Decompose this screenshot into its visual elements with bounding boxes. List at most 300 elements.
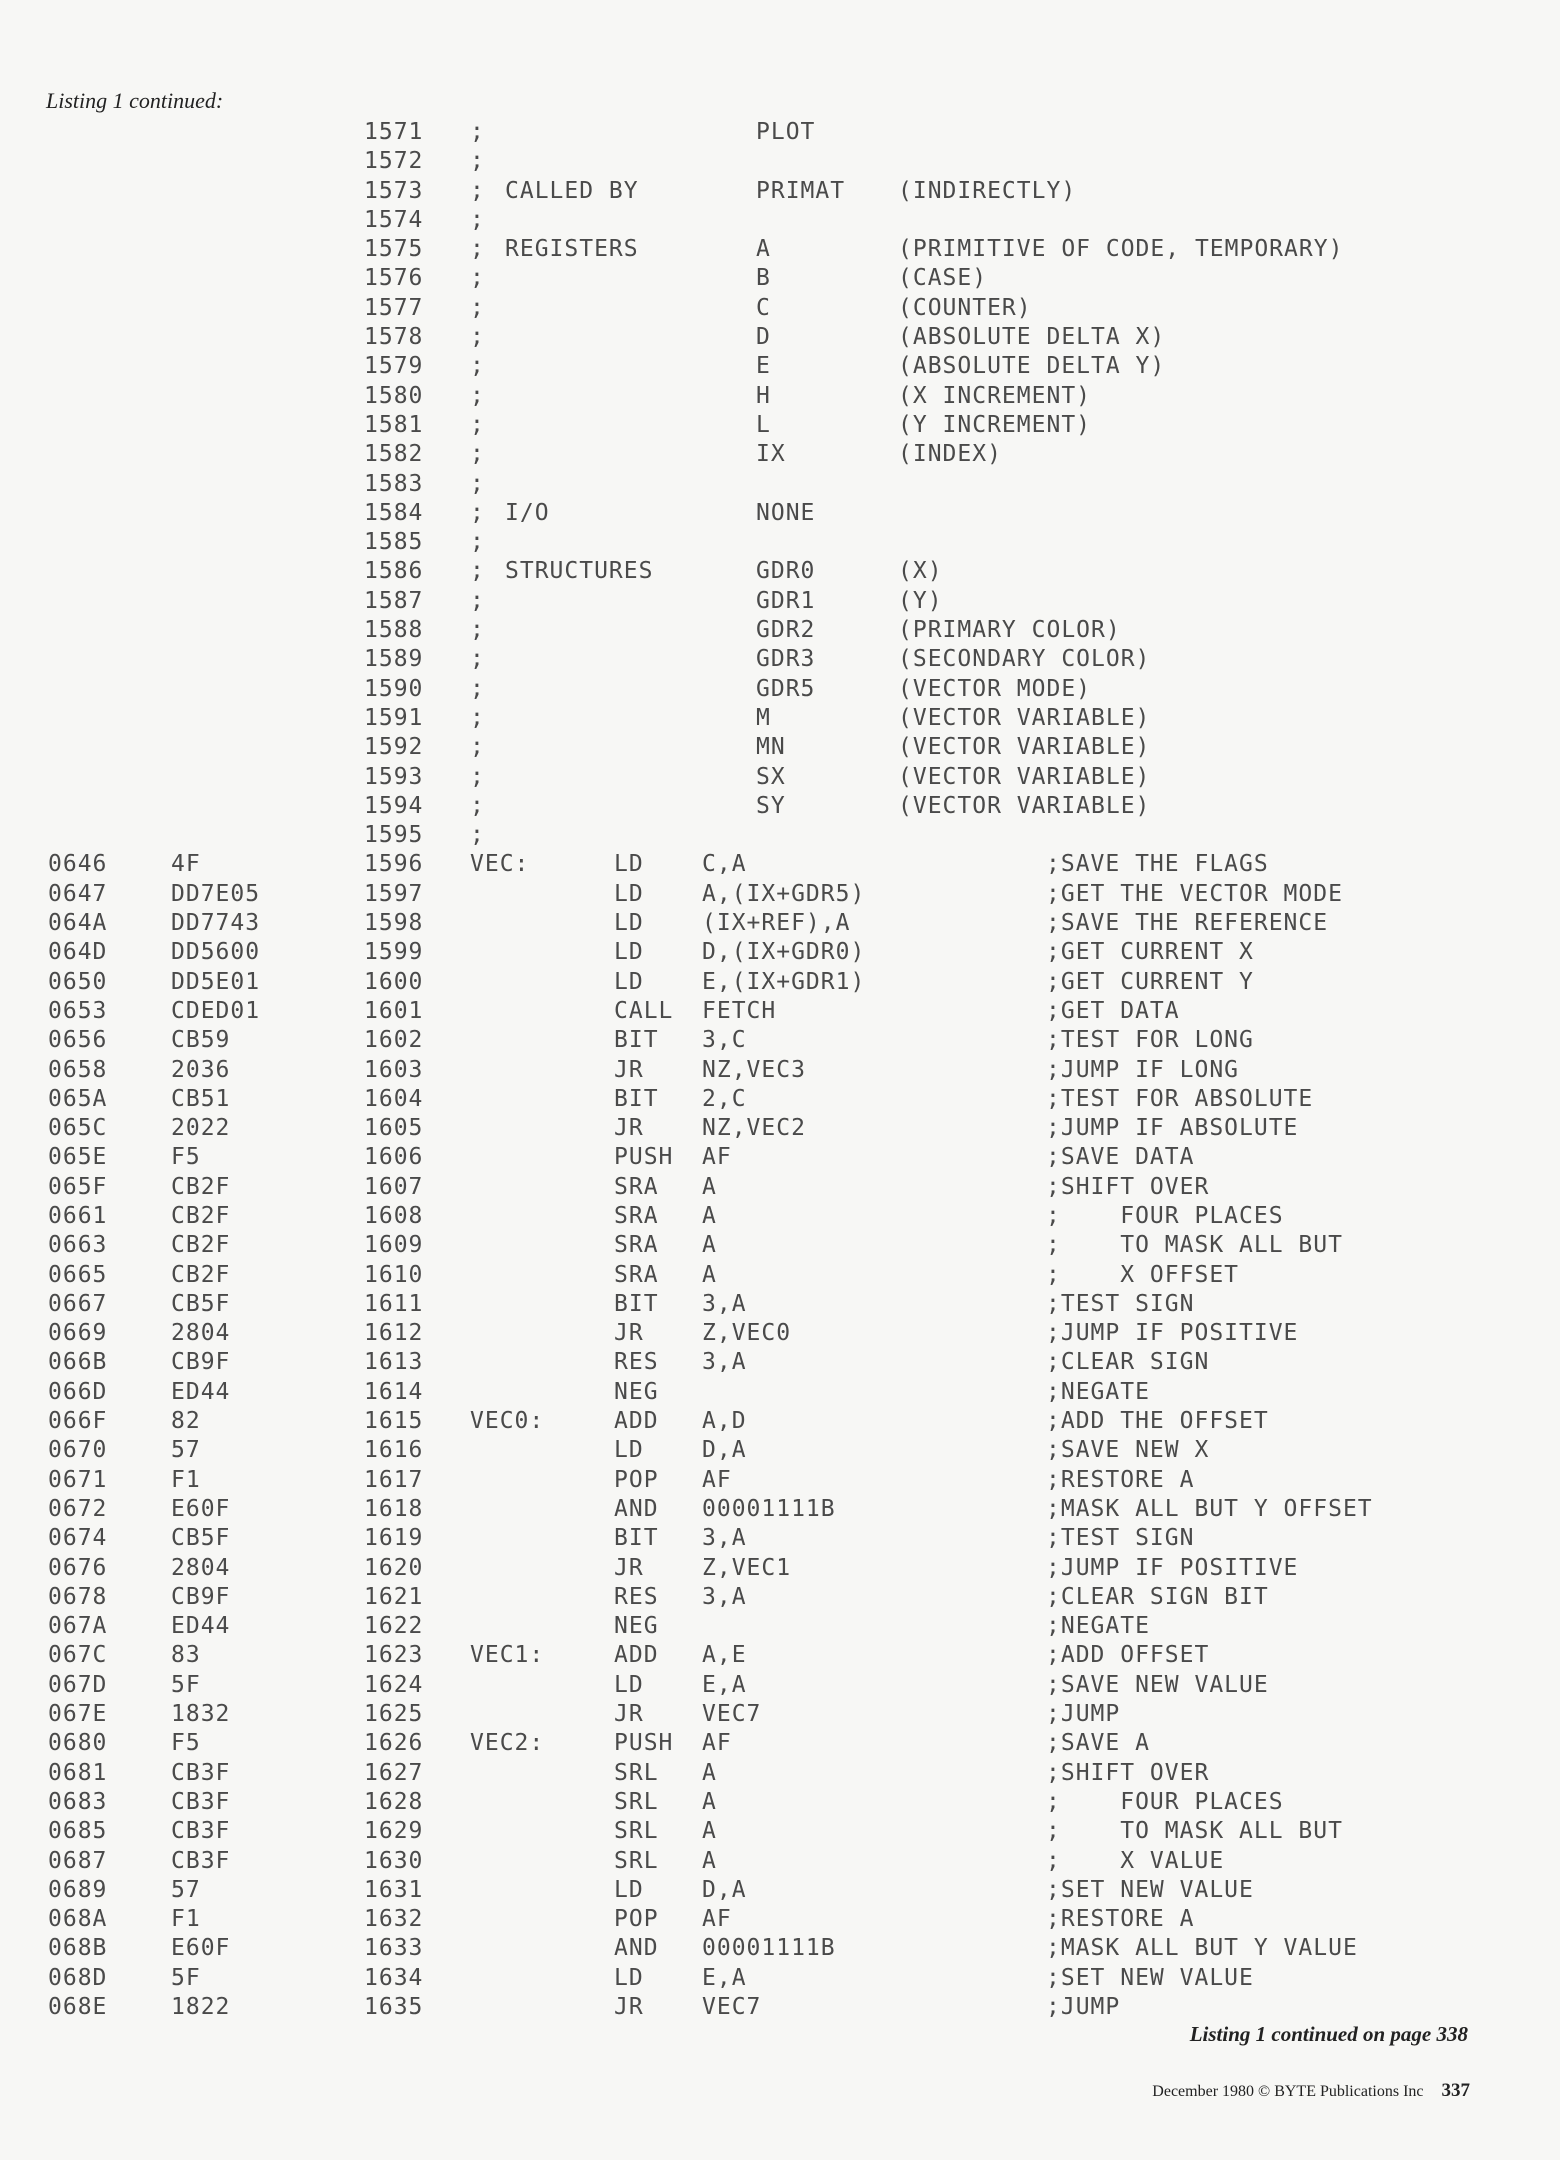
section-comment: CALLED BY xyxy=(505,177,639,204)
line-number: 1629 xyxy=(364,1818,424,1845)
register-name: E xyxy=(756,353,771,380)
code-comment: ;JUMP IF ABSOLUTE xyxy=(1046,1115,1299,1142)
register-description: (ABSOLUTE DELTA X) xyxy=(898,324,1166,351)
register-name: M xyxy=(756,704,771,731)
comment-marker: ; xyxy=(470,617,485,644)
comment-marker: ; xyxy=(470,529,485,556)
comment-marker: ; xyxy=(470,822,485,849)
code-comment: ;RESTORE A xyxy=(1046,1906,1195,1933)
address: 067E xyxy=(48,1701,108,1728)
address: 0678 xyxy=(48,1583,108,1610)
line-number: 1602 xyxy=(364,1027,424,1054)
code-row xyxy=(0,1933,1560,1962)
code-comment: ; TO MASK ALL BUT xyxy=(1046,1232,1343,1259)
object-code: 83 xyxy=(171,1642,201,1669)
code-row xyxy=(0,1523,1560,1552)
register-description: (PRIMITIVE OF CODE, TEMPORARY) xyxy=(898,236,1344,263)
operand: AF xyxy=(702,1906,732,1933)
address: 0671 xyxy=(48,1466,108,1493)
opcode: PUSH xyxy=(614,1730,674,1757)
register-name: B xyxy=(756,265,771,292)
operand: AF xyxy=(702,1730,732,1757)
header-row xyxy=(0,791,1560,820)
code-row xyxy=(0,1582,1560,1611)
register-description: (VECTOR MODE) xyxy=(898,675,1092,702)
code-comment: ; TO MASK ALL BUT xyxy=(1046,1818,1343,1845)
line-number: 1622 xyxy=(364,1613,424,1640)
opcode: LD xyxy=(614,1876,644,1903)
code-comment: ;JUMP xyxy=(1046,1701,1121,1728)
register-name: A xyxy=(756,236,771,263)
object-code: 1832 xyxy=(171,1701,231,1728)
object-code: CB9F xyxy=(171,1583,231,1610)
address: 0667 xyxy=(48,1290,108,1317)
line-number: 1607 xyxy=(364,1173,424,1200)
header-row xyxy=(0,205,1560,234)
comment-marker: ; xyxy=(470,324,485,351)
line-number: 1601 xyxy=(364,997,424,1024)
address: 0658 xyxy=(48,1056,108,1083)
address: 0661 xyxy=(48,1202,108,1229)
header-row xyxy=(0,322,1560,351)
code-comment: ;CLEAR SIGN BIT xyxy=(1046,1583,1269,1610)
opcode: SRL xyxy=(614,1818,659,1845)
comment-marker: ; xyxy=(470,148,485,175)
opcode: JR xyxy=(614,1994,644,2020)
comment-marker: ; xyxy=(470,587,485,614)
line-number: 1576 xyxy=(364,265,424,292)
code-row xyxy=(0,1084,1560,1113)
register-name: PLOT xyxy=(756,119,816,145)
address: 0680 xyxy=(48,1730,108,1757)
code-comment: ;SAVE THE REFERENCE xyxy=(1046,910,1329,937)
opcode: LD xyxy=(614,939,644,966)
comment-marker: ; xyxy=(470,734,485,761)
header-row xyxy=(0,176,1560,205)
operand: (IX+REF),A xyxy=(702,910,851,937)
operand: Z,VEC1 xyxy=(702,1554,792,1581)
opcode: POP xyxy=(614,1906,659,1933)
header-row xyxy=(0,410,1560,439)
comment-marker: ; xyxy=(470,441,485,468)
object-code: 1822 xyxy=(171,1994,231,2020)
register-description: (INDIRECTLY) xyxy=(898,177,1077,204)
code-row xyxy=(0,1494,1560,1523)
address: 0689 xyxy=(48,1876,108,1903)
address: 0663 xyxy=(48,1232,108,1259)
line-number: 1598 xyxy=(364,910,424,937)
code-row xyxy=(0,1377,1560,1406)
register-name: C xyxy=(756,294,771,321)
header-row xyxy=(0,234,1560,263)
code-comment: ;SAVE THE FLAGS xyxy=(1046,851,1269,878)
operand: VEC7 xyxy=(702,1701,762,1728)
operand: 00001111B xyxy=(702,1935,836,1962)
header-row xyxy=(0,556,1560,585)
register-description: (VECTOR VARIABLE) xyxy=(898,763,1151,790)
code-comment: ;SAVE NEW VALUE xyxy=(1046,1671,1269,1698)
object-code: CB3F xyxy=(171,1847,231,1874)
address: 0656 xyxy=(48,1027,108,1054)
opcode: RES xyxy=(614,1349,659,1376)
opcode: JR xyxy=(614,1554,644,1581)
line-number: 1628 xyxy=(364,1788,424,1815)
object-code: ED44 xyxy=(171,1613,231,1640)
operand: E,(IX+GDR1) xyxy=(702,968,866,995)
line-number: 1589 xyxy=(364,646,424,673)
line-number: 1604 xyxy=(364,1085,424,1112)
operand: E,A xyxy=(702,1671,747,1698)
code-row xyxy=(0,1025,1560,1054)
code-comment: ;ADD OFFSET xyxy=(1046,1642,1210,1669)
header-row xyxy=(0,820,1560,849)
code-comment: ;MASK ALL BUT Y VALUE xyxy=(1046,1935,1358,1962)
line-number: 1587 xyxy=(364,587,424,614)
line-number: 1573 xyxy=(364,177,424,204)
header-row xyxy=(0,527,1560,556)
operand: A xyxy=(702,1818,717,1845)
operand: A xyxy=(702,1847,717,1874)
code-comment: ;SHIFT OVER xyxy=(1046,1173,1210,1200)
code-row xyxy=(0,937,1560,966)
code-label: VEC0: xyxy=(470,1408,545,1435)
object-code: CDED01 xyxy=(171,997,261,1024)
operand: VEC7 xyxy=(702,1994,762,2020)
opcode: SRL xyxy=(614,1788,659,1815)
address: 0665 xyxy=(48,1261,108,1288)
address: 066F xyxy=(48,1408,108,1435)
address: 068E xyxy=(48,1994,108,2020)
code-row xyxy=(0,1465,1560,1494)
opcode: LD xyxy=(614,880,644,907)
register-description: (VECTOR VARIABLE) xyxy=(898,734,1151,761)
opcode: SRL xyxy=(614,1847,659,1874)
code-comment: ;ADD THE OFFSET xyxy=(1046,1408,1269,1435)
line-number: 1631 xyxy=(364,1876,424,1903)
line-number: 1584 xyxy=(364,499,424,526)
comment-marker: ; xyxy=(470,353,485,380)
code-row xyxy=(0,908,1560,937)
comment-marker: ; xyxy=(470,236,485,263)
code-comment: ;GET CURRENT X xyxy=(1046,939,1254,966)
code-comment: ; FOUR PLACES xyxy=(1046,1788,1284,1815)
line-number: 1583 xyxy=(364,470,424,497)
register-name: L xyxy=(756,411,771,438)
opcode: BIT xyxy=(614,1290,659,1317)
line-number: 1591 xyxy=(364,704,424,731)
listing-heading: Listing 1 continued: xyxy=(46,88,224,113)
object-code: 2022 xyxy=(171,1115,231,1142)
opcode: BIT xyxy=(614,1085,659,1112)
line-number: 1590 xyxy=(364,675,424,702)
register-name: PRIMAT xyxy=(756,177,846,204)
code-label: VEC2: xyxy=(470,1730,545,1757)
line-number: 1575 xyxy=(364,236,424,263)
register-name: GDR1 xyxy=(756,587,816,614)
operand: D,A xyxy=(702,1437,747,1464)
code-row xyxy=(0,849,1560,878)
opcode: NEG xyxy=(614,1378,659,1405)
object-code: 5F xyxy=(171,1964,201,1991)
address: 0669 xyxy=(48,1320,108,1347)
address: 067A xyxy=(48,1613,108,1640)
address: 0646 xyxy=(48,851,108,878)
code-comment: ; FOUR PLACES xyxy=(1046,1202,1284,1229)
footer-publication: December 1980 © BYTE Publications Inc xyxy=(1152,2083,1424,2100)
line-number: 1578 xyxy=(364,324,424,351)
code-row xyxy=(0,1875,1560,1904)
register-name: SX xyxy=(756,763,786,790)
line-number: 1613 xyxy=(364,1349,424,1376)
line-number: 1615 xyxy=(364,1408,424,1435)
opcode: PUSH xyxy=(614,1144,674,1171)
line-number: 1621 xyxy=(364,1583,424,1610)
register-description: (CASE) xyxy=(898,265,988,292)
header-row xyxy=(0,293,1560,322)
comment-marker: ; xyxy=(470,558,485,585)
comment-marker: ; xyxy=(470,675,485,702)
opcode: SRL xyxy=(614,1759,659,1786)
line-number: 1610 xyxy=(364,1261,424,1288)
line-number: 1593 xyxy=(364,763,424,790)
code-row xyxy=(0,1318,1560,1347)
address: 065E xyxy=(48,1144,108,1171)
code-row xyxy=(0,1611,1560,1640)
operand: AF xyxy=(702,1466,732,1493)
opcode: CALL xyxy=(614,997,674,1024)
code-comment: ;JUMP IF LONG xyxy=(1046,1056,1240,1083)
code-listing xyxy=(0,117,1560,2021)
opcode: BIT xyxy=(614,1027,659,1054)
line-number: 1574 xyxy=(364,206,424,233)
operand: 00001111B xyxy=(702,1495,836,1522)
line-number: 1608 xyxy=(364,1202,424,1229)
line-number: 1594 xyxy=(364,792,424,819)
line-number: 1627 xyxy=(364,1759,424,1786)
object-code: CB5F xyxy=(171,1525,231,1552)
line-number: 1635 xyxy=(364,1994,424,2020)
opcode: SRA xyxy=(614,1232,659,1259)
address: 065A xyxy=(48,1085,108,1112)
operand: 3,A xyxy=(702,1583,747,1610)
opcode: ADD xyxy=(614,1642,659,1669)
object-code: CB3F xyxy=(171,1788,231,1815)
operand: A,(IX+GDR5) xyxy=(702,880,866,907)
object-code: CB3F xyxy=(171,1759,231,1786)
object-code: CB3F xyxy=(171,1818,231,1845)
object-code: 4F xyxy=(171,851,201,878)
opcode: JR xyxy=(614,1115,644,1142)
object-code: E60F xyxy=(171,1495,231,1522)
header-row xyxy=(0,381,1560,410)
header-row xyxy=(0,439,1560,468)
address: 064D xyxy=(48,939,108,966)
opcode: BIT xyxy=(614,1525,659,1552)
code-comment: ;MASK ALL BUT Y OFFSET xyxy=(1046,1495,1373,1522)
line-number: 1612 xyxy=(364,1320,424,1347)
address: 068B xyxy=(48,1935,108,1962)
object-code: CB9F xyxy=(171,1349,231,1376)
register-description: (COUNTER) xyxy=(898,294,1032,321)
line-number: 1580 xyxy=(364,382,424,409)
code-comment: ;SAVE NEW X xyxy=(1046,1437,1210,1464)
object-code: F1 xyxy=(171,1466,201,1493)
line-number: 1577 xyxy=(364,294,424,321)
line-number: 1630 xyxy=(364,1847,424,1874)
register-description: (Y INCREMENT) xyxy=(898,411,1092,438)
operand: A,D xyxy=(702,1408,747,1435)
line-number: 1581 xyxy=(364,411,424,438)
register-description: (VECTOR VARIABLE) xyxy=(898,704,1151,731)
operand: 3,C xyxy=(702,1027,747,1054)
opcode: JR xyxy=(614,1320,644,1347)
object-code: CB51 xyxy=(171,1085,231,1112)
line-number: 1620 xyxy=(364,1554,424,1581)
object-code: DD7743 xyxy=(171,910,261,937)
register-description: (Y) xyxy=(898,587,943,614)
register-name: IX xyxy=(756,441,786,468)
code-comment: ;CLEAR SIGN xyxy=(1046,1349,1210,1376)
opcode: LD xyxy=(614,1437,644,1464)
object-code: F1 xyxy=(171,1906,201,1933)
operand: Z,VEC0 xyxy=(702,1320,792,1347)
address: 065F xyxy=(48,1173,108,1200)
line-number: 1579 xyxy=(364,353,424,380)
line-number: 1606 xyxy=(364,1144,424,1171)
address: 0647 xyxy=(48,880,108,907)
code-comment: ;SET NEW VALUE xyxy=(1046,1964,1254,1991)
comment-marker: ; xyxy=(470,294,485,321)
address: 0672 xyxy=(48,1495,108,1522)
opcode: SRA xyxy=(614,1202,659,1229)
comment-marker: ; xyxy=(470,646,485,673)
address: 066D xyxy=(48,1378,108,1405)
object-code: E60F xyxy=(171,1935,231,1962)
address: 0683 xyxy=(48,1788,108,1815)
line-number: 1634 xyxy=(364,1964,424,1991)
code-row xyxy=(0,1992,1560,2021)
line-number: 1600 xyxy=(364,968,424,995)
code-comment: ;GET DATA xyxy=(1046,997,1180,1024)
header-row xyxy=(0,351,1560,380)
object-code: 57 xyxy=(171,1437,201,1464)
object-code: 2804 xyxy=(171,1554,231,1581)
object-code: CB5F xyxy=(171,1290,231,1317)
operand: A xyxy=(702,1173,717,1200)
code-row xyxy=(0,1640,1560,1669)
object-code: CB2F xyxy=(171,1232,231,1259)
opcode: NEG xyxy=(614,1613,659,1640)
operand: 3,A xyxy=(702,1290,747,1317)
address: 0650 xyxy=(48,968,108,995)
address: 0674 xyxy=(48,1525,108,1552)
operand: NZ,VEC2 xyxy=(702,1115,806,1142)
line-number: 1614 xyxy=(364,1378,424,1405)
header-row xyxy=(0,732,1560,761)
address: 0653 xyxy=(48,997,108,1024)
operand: D,A xyxy=(702,1876,747,1903)
code-comment: ;TEST FOR ABSOLUTE xyxy=(1046,1085,1314,1112)
code-row xyxy=(0,1347,1560,1376)
section-comment: I/O xyxy=(505,499,550,526)
line-number: 1586 xyxy=(364,558,424,585)
operand: A xyxy=(702,1788,717,1815)
register-description: (ABSOLUTE DELTA Y) xyxy=(898,353,1166,380)
comment-marker: ; xyxy=(470,499,485,526)
comment-marker: ; xyxy=(470,470,485,497)
opcode: JR xyxy=(614,1701,644,1728)
code-comment: ;SET NEW VALUE xyxy=(1046,1876,1254,1903)
opcode: SRA xyxy=(614,1261,659,1288)
operand: 2,C xyxy=(702,1085,747,1112)
code-comment: ;TEST SIGN xyxy=(1046,1525,1195,1552)
opcode: LD xyxy=(614,851,644,878)
register-name: GDR0 xyxy=(756,558,816,585)
object-code: F5 xyxy=(171,1144,201,1171)
code-comment: ; X VALUE xyxy=(1046,1847,1225,1874)
operand: AF xyxy=(702,1144,732,1171)
code-comment: ;JUMP IF POSITIVE xyxy=(1046,1320,1299,1347)
section-comment: STRUCTURES xyxy=(505,558,654,585)
code-row xyxy=(0,1406,1560,1435)
register-name: GDR5 xyxy=(756,675,816,702)
address: 065C xyxy=(48,1115,108,1142)
page-footer xyxy=(1152,2080,1470,2102)
line-number: 1571 xyxy=(364,119,424,145)
code-row xyxy=(0,1230,1560,1259)
operand: A xyxy=(702,1232,717,1259)
object-code: 2804 xyxy=(171,1320,231,1347)
code-row xyxy=(0,1728,1560,1757)
continued-note: Listing 1 continued on page 338 xyxy=(1189,2022,1468,2046)
comment-marker: ; xyxy=(470,704,485,731)
line-number: 1595 xyxy=(364,822,424,849)
code-comment: ;SAVE DATA xyxy=(1046,1144,1195,1171)
comment-marker: ; xyxy=(470,382,485,409)
code-row xyxy=(0,1142,1560,1171)
address: 066B xyxy=(48,1349,108,1376)
object-code: CB2F xyxy=(171,1173,231,1200)
address: 068A xyxy=(48,1906,108,1933)
code-row xyxy=(0,1260,1560,1289)
line-number: 1619 xyxy=(364,1525,424,1552)
comment-marker: ; xyxy=(470,177,485,204)
code-comment: ;JUMP IF POSITIVE xyxy=(1046,1554,1299,1581)
code-row xyxy=(0,1435,1560,1464)
operand: A xyxy=(702,1759,717,1786)
operand: 3,A xyxy=(702,1349,747,1376)
header-row xyxy=(0,615,1560,644)
line-number: 1618 xyxy=(364,1495,424,1522)
opcode: SRA xyxy=(614,1173,659,1200)
code-comment: ;SHIFT OVER xyxy=(1046,1759,1210,1786)
line-number: 1582 xyxy=(364,441,424,468)
register-description: (VECTOR VARIABLE) xyxy=(898,792,1151,819)
line-number: 1625 xyxy=(364,1701,424,1728)
opcode: LD xyxy=(614,1964,644,1991)
operand: A xyxy=(702,1261,717,1288)
comment-marker: ; xyxy=(470,763,485,790)
header-row xyxy=(0,146,1560,175)
address: 068D xyxy=(48,1964,108,1991)
register-name: SY xyxy=(756,792,786,819)
code-row xyxy=(0,1113,1560,1142)
code-row xyxy=(0,1289,1560,1318)
operand: NZ,VEC3 xyxy=(702,1056,806,1083)
object-code: F5 xyxy=(171,1730,201,1757)
comment-marker: ; xyxy=(470,119,485,145)
opcode: POP xyxy=(614,1466,659,1493)
